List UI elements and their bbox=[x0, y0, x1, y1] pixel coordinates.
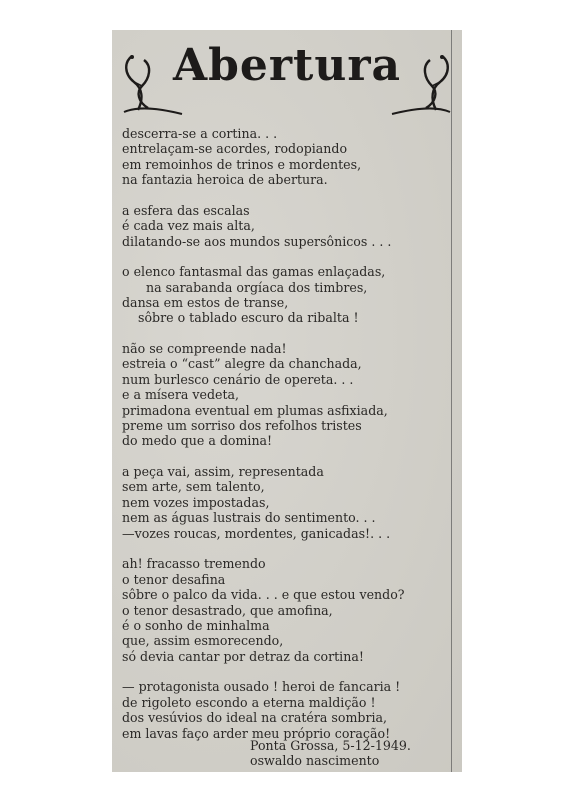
poem-line: só devia cantar por detraz da cortina! bbox=[122, 648, 364, 664]
poem-line: sôbre o tablado escuro da ribalta ! bbox=[138, 310, 359, 326]
poem-line: dos vesúvios do ideal na cratéra sombria, bbox=[122, 710, 388, 726]
poem-line: entrelaçam-se acordes, rodopiando bbox=[122, 141, 348, 157]
poem-line: dilatando-se aos mundos supersônicos . . . bbox=[122, 233, 392, 249]
poem-body bbox=[122, 126, 447, 756]
stanza bbox=[122, 679, 447, 741]
stanza bbox=[122, 341, 447, 449]
poem-line: é cada vez mais alta, bbox=[122, 218, 255, 234]
stanza bbox=[122, 264, 447, 326]
poem-line: — protagonista ousado ! heroi de fancaria ! bbox=[122, 679, 401, 695]
poem-line: é o sonho de minhalma bbox=[122, 617, 270, 633]
poem-line: —vozes roucas, mordentes, ganicadas!. . . bbox=[122, 525, 391, 541]
poem-line: não se compreende nada! bbox=[122, 341, 287, 357]
poem-line: o tenor desastrado, que amofina, bbox=[122, 602, 333, 618]
stanza bbox=[122, 464, 447, 541]
poem-line: e a mísera vedeta, bbox=[122, 387, 240, 403]
poem-line: o tenor desafina bbox=[122, 571, 226, 587]
column-rule bbox=[451, 30, 452, 772]
poem-line: do medo que a domina! bbox=[122, 433, 273, 449]
poem-line: estreia o “cast” alegre da chanchada, bbox=[122, 356, 362, 372]
poem-line: na fantazia heroica de abertura. bbox=[122, 172, 328, 188]
poem-line: nem as águas lustrais do sentimento. . . bbox=[122, 510, 376, 526]
poem-line: em lavas faço arder meu próprio coração! bbox=[122, 725, 391, 741]
author-name: oswaldo nascimento bbox=[250, 753, 380, 769]
stanza bbox=[122, 126, 447, 188]
poem-line: dansa em estos de transe, bbox=[122, 295, 289, 311]
poem-line: primadona eventual em plumas asfixiada, bbox=[122, 402, 388, 418]
poem-line: que, assim esmorecendo, bbox=[122, 633, 284, 649]
signature-block bbox=[250, 738, 411, 769]
poem-line: de rigoleto escondo a eterna maldição ! bbox=[122, 694, 376, 710]
poem-line: na sarabanda orgíaca dos timbres, bbox=[146, 279, 368, 295]
poem-line: nem vozes impostadas, bbox=[122, 494, 270, 510]
poem-line: a esfera das escalas bbox=[122, 202, 250, 218]
place-date: Ponta Grossa, 5-12-1949. bbox=[250, 738, 411, 753]
poem-line: a peça vai, assim, representada bbox=[122, 464, 324, 480]
poem-line: o elenco fantasmal das gamas enlaçadas, bbox=[122, 264, 386, 280]
poem-line: num burlesco cenário de opereta. . . bbox=[122, 371, 354, 387]
poem-line: descerra-se a cortina. . . bbox=[122, 126, 278, 141]
poem-line: preme um sorriso dos refolhos tristes bbox=[122, 418, 362, 434]
poem-line: sem arte, sem talento, bbox=[122, 479, 265, 495]
poem-title: Abertura bbox=[172, 40, 402, 91]
stanza bbox=[122, 203, 447, 249]
poem-line: sôbre o palco da vida. . . e que estou vendo? bbox=[122, 587, 405, 603]
newspaper-clipping bbox=[112, 30, 462, 772]
stanza bbox=[122, 556, 447, 664]
poem-line: em remoinhos de trinos e mordentes, bbox=[122, 156, 362, 172]
poem-line: ah! fracasso tremendo bbox=[122, 556, 266, 572]
